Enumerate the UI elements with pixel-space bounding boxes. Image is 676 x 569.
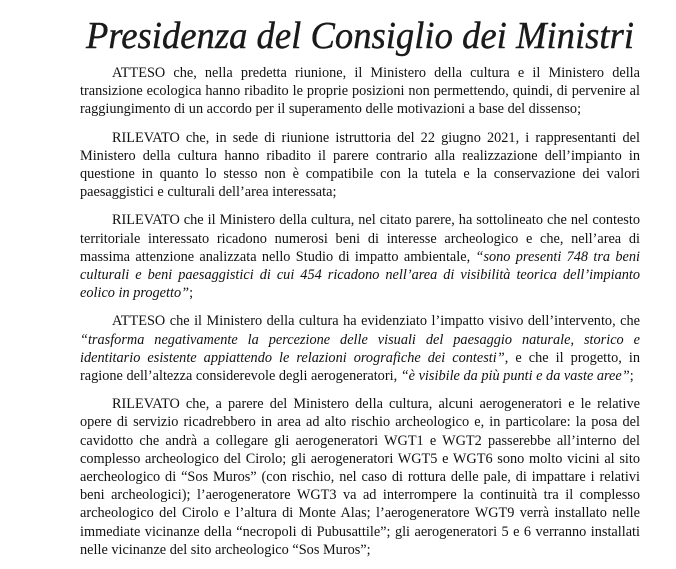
paragraph-atteso-1 [80, 64, 640, 119]
paragraph-text: RILEVATO che, in sede di riunione istruttoria del 22 giugno 2021, i rappresentanti del Ministero della cultura hanno ribadito il parere contrario alla realizzazione dell’impianto in questione in quanto lo stesso non è compatibile con la tutela e la conservazione dei valori paesaggistici e culturali dell’area interessata; [80, 129, 640, 201]
paragraph-text: ; [629, 368, 634, 385]
paragraph-text: ATTESO che il Ministero della cultura ha evidenziato l’impatto visivo dell’intervento, che [112, 313, 640, 330]
document-body [80, 64, 640, 569]
paragraph-quote: “sono presenti 748 tra beni culturali e beni paesaggistici di cui 454 ricadono nell’area di visibilità teorica dell’impianto eolico in progetto” [80, 248, 641, 302]
paragraph-text: , e che il progetto, in ragione dell’altezza considerevole degli aerogeneratori, [80, 349, 640, 385]
paragraph-atteso-2 [80, 312, 640, 385]
paragraph-quote: “è visibile da più punti e da vaste aree” [400, 368, 630, 385]
paragraph-rilevato-1 [80, 129, 640, 202]
paragraph-quote: “trasforma negativamente la percezione delle visuali del paesaggio naturale, storico e identitario esistente appiattendo le relazioni orografiche dei contesti” [80, 331, 640, 366]
letterhead-title [80, 6, 640, 68]
paragraph-text: RILEVATO che il Ministero della cultura, nel citato parere, ha sottolineato che nel contesto territoriale interessato ricadono numerosi beni di interesse archeologico e che, nell’area di massima attenzione analizzata nello Studio di impatto ambientale, [80, 212, 640, 265]
paragraph-rilevato-3 [80, 395, 640, 559]
paragraph-rilevato-2 [80, 211, 640, 302]
letterhead-title-text: Presidenza del Consiglio dei Ministri [85, 15, 634, 57]
letterhead [80, 6, 640, 68]
paragraph-text: ; [189, 285, 194, 302]
paragraph-text: ATTESO che, nella predetta riunione, il Ministero della cultura e il Ministero della transizione ecologica hanno ribadito le proprie posizioni non permettendo, quindi, di pervenire al raggiungimento di un accordo per il superamento delle motivazioni a base del dissenso; [80, 65, 640, 118]
paragraph-text: RILEVATO che, a parere del Ministero della cultura, alcuni aerogeneratori e le relative opere di servizio ricadrebbero in area ad alto rischio archeologico e, in particolare: la posa del cavidotto che andrà a collegare gli aerogeneratori WGT1 e WGT2 passerebbe all’interno del complesso archeologico del Cirolo; gli aerogeneratori WGT5 e WGT6 sono molto vicini al sito aercheologico di “Sos Muros” (con rischio, nel caso di rottura delle pale, di impattare i relativi beni archeologici); l’aerogeneratore WGT3 va ad interrompere la continuità tra il complesso archeologico del Cirolo e l’altura di Monte Alas; l’aerogeneratore WGT9 verrà installato nelle immediate vicinanze della “necropoli di Pubusattile”; gli aerogeneratori 5 e 6 verranno installati nelle vicinanze del sito archeologico “Sos Muros”; [80, 396, 640, 558]
